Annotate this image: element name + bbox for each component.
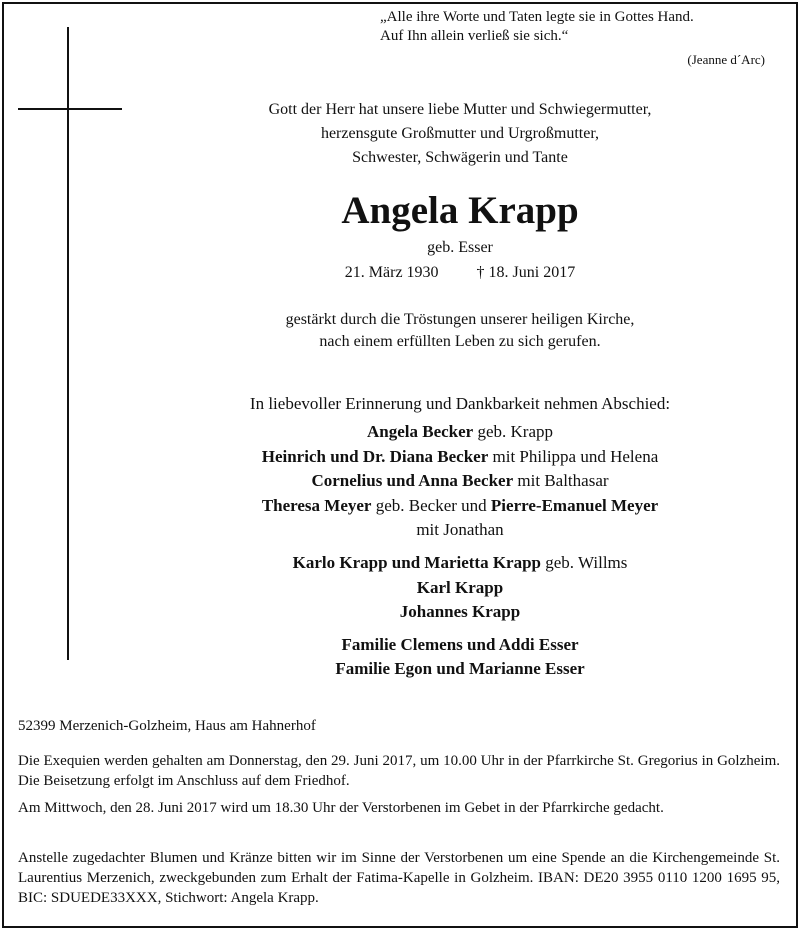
mourner-name: Karlo Krapp und Marietta Krapp <box>292 552 542 572</box>
epigraph-quote <box>380 8 775 69</box>
mourner-note: mit Philippa und Helena <box>488 446 659 466</box>
intro-line-2: herzensgute Großmutter und Urgroßmutter, <box>320 125 600 142</box>
mourner-row: Johannes Krapp <box>399 602 521 622</box>
mourner-note: mit Balthasar <box>513 471 609 491</box>
donation-info-paragraph: Anstelle zugedachter Blumen und Kränze bitten wir im Sinne der Verstorbenen um eine Spende an die Kirchengemeinde St. Laurentius Merzenich, zweckgebunden zum Erhalt der Fatima-Kapelle in Golzheim. IBAN: DE20 3955 0110 1200 1695 95, BIC: SDUEDE33XXX, Stichwort: Angela Krapp. <box>18 850 780 906</box>
farewell-heading: In liebevoller Erinnerung und Dankbarkeit nehmen Abschied: <box>249 394 671 413</box>
quote-author: (Jeanne d´Arc) <box>687 52 765 67</box>
mourners-list <box>120 420 800 682</box>
birth-name: geb. Esser <box>427 239 493 256</box>
cross-icon-vertical <box>67 27 69 660</box>
mourner-row <box>120 494 800 519</box>
mourner-row <box>120 551 800 576</box>
deceased-name: Angela Krapp <box>341 189 579 232</box>
family-address: 52399 Merzenich-Golzheim, Haus am Hahnerhof <box>18 718 316 734</box>
mourner-note: geb. Willms <box>541 552 628 572</box>
cross-icon-horizontal <box>18 108 122 110</box>
comfort-text <box>120 309 800 353</box>
mourner-name: Cornelius und Anna Becker <box>311 471 514 491</box>
quote-line-2: Auf Ihn allein verließ sie sich.“ <box>380 28 569 44</box>
mourner-note: mit Jonathan <box>416 520 504 540</box>
quote-line-1: „Alle ihre Worte und Taten legte sie in Gottes Hand. <box>380 9 694 25</box>
mourner-row <box>120 469 800 494</box>
funeral-info-paragraph: Die Exequien werden gehalten am Donnerstag, den 29. Juni 2017, um 10.00 Uhr in der Pfarrkirche St. Gregorius in Golzheim. Die Beisetzung erfolgt im Anschluss auf dem Friedhof. <box>18 753 780 789</box>
intro-line-3: Schwester, Schwägerin und Tante <box>352 149 568 166</box>
mourner-row: Karl Krapp <box>416 577 504 597</box>
mourner-row <box>120 420 800 445</box>
mourner-name: Heinrich und Dr. Diana Becker <box>261 446 489 466</box>
intro-line-1: Gott der Herr hat unsere liebe Mutter und Schwiegermutter, <box>268 101 652 118</box>
mourner-name: Angela Becker <box>366 422 474 441</box>
mourner-row: Familie Clemens und Addi Esser <box>341 634 579 654</box>
mourner-row <box>120 445 800 470</box>
comfort-line-1: gestärkt durch die Tröstungen unserer heiligen Kirche, <box>285 311 635 328</box>
mourner-row: Familie Egon und Marianne Esser <box>335 659 585 679</box>
death-date: † 18. Juni 2017 <box>476 264 576 281</box>
life-dates <box>120 262 800 284</box>
intro-text <box>120 98 800 170</box>
comfort-line-2: nach einem erfüllten Leben zu sich gerufen. <box>319 333 601 350</box>
mourner-note: geb. Becker und <box>371 495 491 515</box>
mourner-note: geb. Krapp <box>473 422 553 441</box>
mourner-name: Theresa Meyer <box>261 495 372 515</box>
prayer-info-paragraph: Am Mittwoch, den 28. Juni 2017 wird um 18.30 Uhr der Verstorbenen im Gebet in der Pfarrkirche gedacht. <box>18 800 664 816</box>
birth-date: 21. März 1930 <box>344 264 439 281</box>
mourner-name: Pierre-Emanuel Meyer <box>490 495 659 515</box>
mourner-row <box>120 518 800 543</box>
